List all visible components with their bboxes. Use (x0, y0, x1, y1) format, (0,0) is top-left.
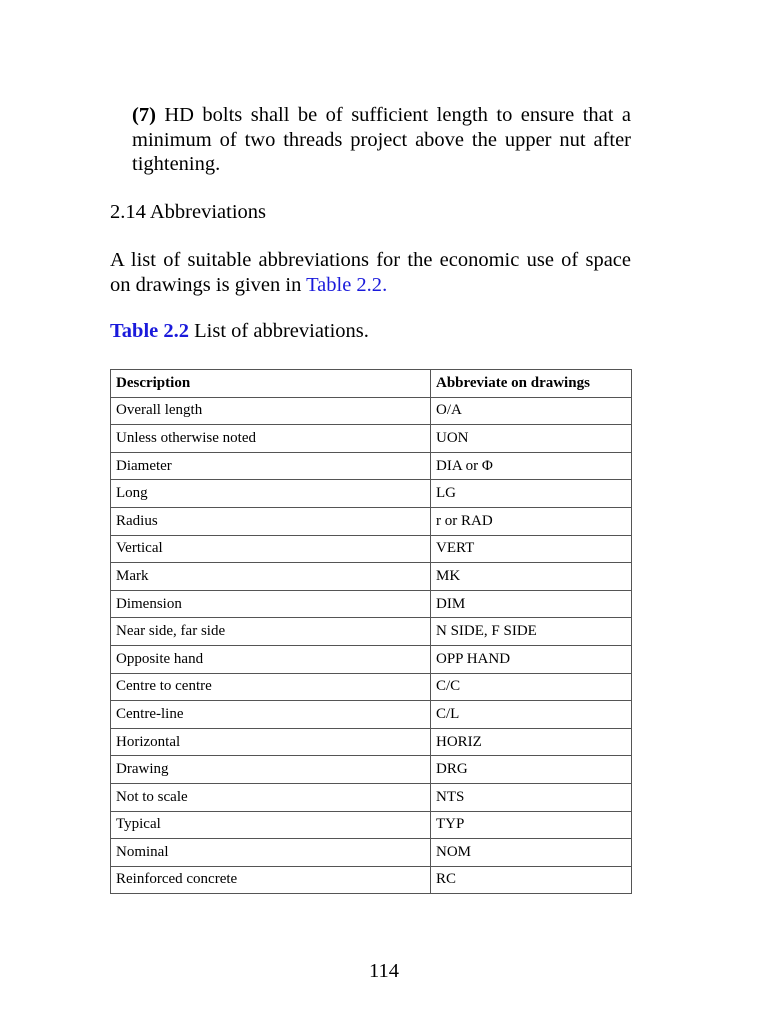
description-cell: Nominal (111, 839, 431, 867)
description-cell: Horizontal (111, 728, 431, 756)
item-number: (7) (132, 104, 156, 126)
abbreviation-cell: LG (431, 480, 632, 508)
table-row (111, 728, 632, 756)
table-row (111, 645, 632, 673)
paragraph-text: HD bolts shall be of sufficient length to ensure that a minimum of two threads project above the upper nut after tightening. (132, 104, 631, 175)
abbreviation-cell: NOM (431, 839, 632, 867)
abbreviation-cell: NTS (431, 783, 632, 811)
abbreviation-cell: C/C (431, 673, 632, 701)
abbreviation-cell: UON (431, 425, 632, 453)
abbreviation-cell: C/L (431, 701, 632, 729)
table-row (111, 866, 632, 894)
table-row (111, 590, 632, 618)
description-cell: Dimension (111, 590, 431, 618)
column-header-abbreviation: Abbreviate on drawings (431, 370, 632, 398)
table-row (111, 811, 632, 839)
table-row (111, 783, 632, 811)
abbreviation-cell: N SIDE, F SIDE (431, 618, 632, 646)
table-row (111, 397, 632, 425)
table-reference-link[interactable]: Table 2.2 (306, 274, 383, 296)
abbreviation-cell: OPP HAND (431, 645, 632, 673)
paragraph-item-7 (132, 103, 631, 177)
table-row (111, 535, 632, 563)
abbreviation-cell: O/A (431, 397, 632, 425)
page-number: 114 (369, 960, 399, 982)
table-row (111, 673, 632, 701)
description-cell: Centre to centre (111, 673, 431, 701)
description-cell: Overall length (111, 397, 431, 425)
table-caption-text: List of abbreviations. (189, 320, 369, 342)
abbreviation-cell: RC (431, 866, 632, 894)
table-row (111, 563, 632, 591)
abbreviations-table (110, 369, 632, 894)
table-row (111, 452, 632, 480)
table-row (111, 701, 632, 729)
intro-text: A list of suitable abbreviations for the economic use of space on drawings is given in (110, 249, 631, 296)
table-row (111, 618, 632, 646)
abbreviation-cell: MK (431, 563, 632, 591)
description-cell: Centre-line (111, 701, 431, 729)
abbreviation-cell: HORIZ (431, 728, 632, 756)
description-cell: Unless otherwise noted (111, 425, 431, 453)
abbreviation-cell: DRG (431, 756, 632, 784)
table-body (111, 397, 632, 894)
table-row (111, 756, 632, 784)
description-cell: Near side, far side (111, 618, 431, 646)
abbreviation-cell: r or RAD (431, 507, 632, 535)
table-caption (110, 320, 369, 343)
table-row (111, 839, 632, 867)
description-cell: Mark (111, 563, 431, 591)
description-cell: Long (111, 480, 431, 508)
table-row (111, 507, 632, 535)
section-heading: 2.14 Abbreviations (110, 201, 267, 223)
abbreviation-cell: VERT (431, 535, 632, 563)
description-cell: Reinforced concrete (111, 866, 431, 894)
description-cell: Typical (111, 811, 431, 839)
description-cell: Radius (111, 507, 431, 535)
table-caption-label: Table 2.2 (110, 320, 189, 342)
description-cell: Vertical (111, 535, 431, 563)
table-row (111, 480, 632, 508)
table-row (111, 425, 632, 453)
intro-paragraph (110, 248, 631, 298)
column-header-description: Description (111, 370, 431, 398)
description-cell: Drawing (111, 756, 431, 784)
table-header-row (111, 370, 632, 398)
intro-period: . (382, 274, 388, 296)
abbreviation-cell: DIA or Φ (431, 452, 632, 480)
description-cell: Not to scale (111, 783, 431, 811)
abbreviation-cell: DIM (431, 590, 632, 618)
description-cell: Opposite hand (111, 645, 431, 673)
description-cell: Diameter (111, 452, 431, 480)
abbreviation-cell: TYP (431, 811, 632, 839)
